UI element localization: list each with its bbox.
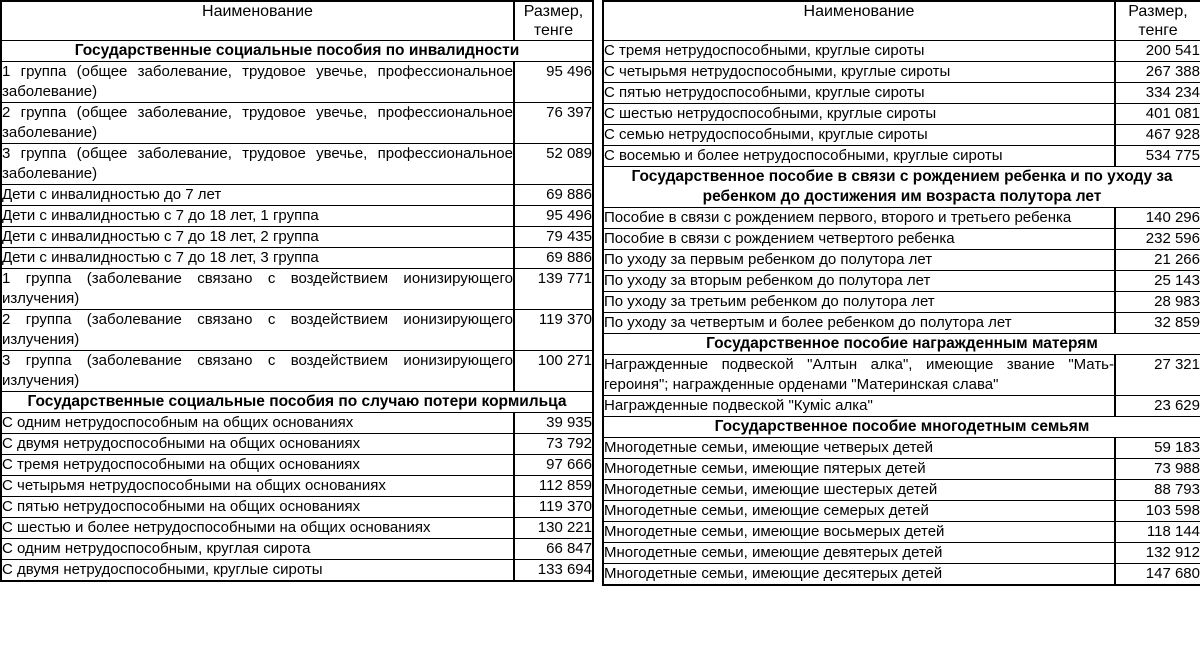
benefit-amount-cell: 119 370	[514, 497, 593, 518]
table-row	[1, 497, 593, 518]
benefit-name-cell: 1 группа (заболевание связано с воздействием ионизирующего излучения)	[1, 269, 514, 310]
benefit-amount-cell: 467 928	[1115, 125, 1200, 146]
table-row	[603, 355, 1200, 396]
benefit-amount-cell: 132 912	[1115, 543, 1200, 564]
benefit-amount-cell: 76 397	[514, 103, 593, 144]
benefit-amount-cell: 130 221	[514, 518, 593, 539]
table-row	[603, 480, 1200, 501]
table-row	[1, 144, 593, 185]
benefit-name-cell: Дети с инвалидностью с 7 до 18 лет, 2 группа	[1, 227, 514, 248]
table-header-row	[603, 1, 1200, 41]
benefit-amount-cell: 97 666	[514, 455, 593, 476]
benefit-name-cell: 2 группа (заболевание связано с воздействием ионизирующего излучения)	[1, 310, 514, 351]
benefit-name-cell: 3 группа (заболевание связано с воздействием ионизирующего излучения)	[1, 351, 514, 392]
left-table-body	[1, 41, 593, 582]
table-row	[1, 227, 593, 248]
benefit-amount-cell: 28 983	[1115, 292, 1200, 313]
table-row	[1, 455, 593, 476]
table-row	[603, 83, 1200, 104]
table-row	[603, 522, 1200, 543]
left-table-head	[1, 1, 593, 41]
table-row	[603, 501, 1200, 522]
table-row	[603, 396, 1200, 417]
table-row	[603, 438, 1200, 459]
section-header-label: Государственные социальные пособия по случаю потери кормильца	[1, 392, 593, 413]
column-header-size-line1: Размер,	[1128, 3, 1188, 20]
column-header-size-line1: Размер,	[523, 3, 584, 20]
column-header-name: Наименование	[603, 1, 1115, 41]
table-row	[1, 351, 593, 392]
benefit-amount-cell: 200 541	[1115, 41, 1200, 62]
table-row	[1, 248, 593, 269]
benefit-name-cell: Пособие в связи с рождением четвертого ребенка	[603, 229, 1115, 250]
section-header-label: Государственные социальные пособия по инвалидности	[1, 41, 593, 62]
benefit-name-cell: С четырьмя нетрудоспособными на общих основаниях	[1, 476, 514, 497]
benefit-amount-cell: 112 859	[514, 476, 593, 497]
benefit-name-cell: С семью нетрудоспособными, круглые сироты	[603, 125, 1115, 146]
table-row	[603, 146, 1200, 167]
benefit-name-cell: С пятью нетрудоспособными, круглые сироты	[603, 83, 1115, 104]
table-row	[603, 62, 1200, 83]
right-table-head	[603, 1, 1200, 41]
column-header-name: Наименование	[1, 1, 514, 41]
column-header-size	[514, 1, 593, 41]
section-header-row	[1, 41, 593, 62]
table-row	[1, 560, 593, 582]
section-header-row	[1, 392, 593, 413]
benefit-amount-cell: 334 234	[1115, 83, 1200, 104]
benefit-name-cell: Многодетные семьи, имеющие шестерых детей	[603, 480, 1115, 501]
table-row	[1, 434, 593, 455]
benefit-name-cell: С восемью и более нетрудоспособными, круглые сироты	[603, 146, 1115, 167]
benefit-amount-cell: 140 296	[1115, 208, 1200, 229]
benefit-name-cell: По уходу за первым ребенком до полутора лет	[603, 250, 1115, 271]
benefit-name-cell: Многодетные семьи, имеющие десятерых детей	[603, 564, 1115, 586]
benefit-amount-cell: 73 988	[1115, 459, 1200, 480]
table-row	[1, 185, 593, 206]
table-row	[603, 104, 1200, 125]
section-header-label: Государственное пособие награжденным матерям	[603, 334, 1200, 355]
benefit-amount-cell: 267 388	[1115, 62, 1200, 83]
benefit-name-cell: С одним нетрудоспособным, круглая сирота	[1, 539, 514, 560]
table-row	[603, 250, 1200, 271]
benefit-name-cell: С четырьмя нетрудоспособными, круглые сироты	[603, 62, 1115, 83]
column-header-size-line2: тенге	[533, 22, 574, 39]
benefit-amount-cell: 27 321	[1115, 355, 1200, 396]
table-row	[603, 125, 1200, 146]
benefit-name-cell: По уходу за третьим ребенком до полутора лет	[603, 292, 1115, 313]
benefit-name-cell: Дети с инвалидностью с 7 до 18 лет, 3 группа	[1, 248, 514, 269]
right-table-body	[603, 41, 1200, 586]
benefit-amount-cell: 69 886	[514, 248, 593, 269]
benefit-amount-cell: 39 935	[514, 413, 593, 434]
table-row	[1, 413, 593, 434]
benefit-amount-cell: 95 496	[514, 62, 593, 103]
benefit-name-cell: С тремя нетрудоспособными на общих основаниях	[1, 455, 514, 476]
table-row	[1, 539, 593, 560]
benefit-amount-cell: 52 089	[514, 144, 593, 185]
table-row	[1, 103, 593, 144]
benefit-name-cell: С шестью и более нетрудоспособными на общих основаниях	[1, 518, 514, 539]
benefit-name-cell: Многодетные семьи, имеющие четверых детей	[603, 438, 1115, 459]
benefit-name-cell: Дети с инвалидностью с 7 до 18 лет, 1 группа	[1, 206, 514, 227]
table-row	[1, 476, 593, 497]
benefit-amount-cell: 401 081	[1115, 104, 1200, 125]
benefit-name-cell: С одним нетрудоспособным на общих основаниях	[1, 413, 514, 434]
table-row	[1, 310, 593, 351]
benefit-amount-cell: 73 792	[514, 434, 593, 455]
benefit-name-cell: Многодетные семьи, имеющие восьмерых детей	[603, 522, 1115, 543]
table-row	[1, 518, 593, 539]
benefit-name-cell: Награжденные подвеской "Алтын алка", имеющие звание "Мать-героиня"; награжденные орденами "Материнская слава"	[603, 355, 1115, 396]
benefit-name-cell: С двумя нетрудоспособными, круглые сироты	[1, 560, 514, 582]
benefit-amount-cell: 59 183	[1115, 438, 1200, 459]
benefit-name-cell: С двумя нетрудоспособными на общих основаниях	[1, 434, 514, 455]
benefit-name-cell: Многодетные семьи, имеющие семерых детей	[603, 501, 1115, 522]
benefit-name-cell: По уходу за четвертым и более ребенком до полутора лет	[603, 313, 1115, 334]
benefit-amount-cell: 25 143	[1115, 271, 1200, 292]
table-row	[1, 269, 593, 310]
benefit-amount-cell: 88 793	[1115, 480, 1200, 501]
benefit-amount-cell: 118 144	[1115, 522, 1200, 543]
table-row	[603, 41, 1200, 62]
table-row	[603, 292, 1200, 313]
table-header-row	[1, 1, 593, 41]
benefit-name-cell: Пособие в связи с рождением первого, второго и третьего ребенка	[603, 208, 1115, 229]
table-row	[603, 313, 1200, 334]
section-header-label: Государственное пособие многодетным семьям	[603, 417, 1200, 438]
benefit-name-cell: С тремя нетрудоспособными, круглые сироты	[603, 41, 1115, 62]
benefit-amount-cell: 119 370	[514, 310, 593, 351]
table-row	[603, 271, 1200, 292]
benefit-name-cell: Многодетные семьи, имеющие пятерых детей	[603, 459, 1115, 480]
benefit-amount-cell: 21 266	[1115, 250, 1200, 271]
table-row	[603, 459, 1200, 480]
table-row	[603, 208, 1200, 229]
benefit-amount-cell: 95 496	[514, 206, 593, 227]
benefit-name-cell: По уходу за вторым ребенком до полутора лет	[603, 271, 1115, 292]
column-header-size	[1115, 1, 1200, 41]
benefits-table-right	[602, 0, 1200, 586]
benefit-amount-cell: 139 771	[514, 269, 593, 310]
benefit-name-cell: 1 группа (общее заболевание, трудовое увечье, профессиональное заболевание)	[1, 62, 514, 103]
benefit-name-cell: С шестью нетрудоспособными, круглые сироты	[603, 104, 1115, 125]
benefit-name-cell: Награжденные подвеской "Кумic алка"	[603, 396, 1115, 417]
benefit-amount-cell: 32 859	[1115, 313, 1200, 334]
table-row	[603, 229, 1200, 250]
section-header-row	[603, 167, 1200, 208]
benefit-amount-cell: 232 596	[1115, 229, 1200, 250]
benefit-amount-cell: 79 435	[514, 227, 593, 248]
benefit-name-cell: 3 группа (общее заболевание, трудовое увечье, профессиональное заболевание)	[1, 144, 514, 185]
benefits-table-left	[0, 0, 594, 582]
benefit-amount-cell: 69 886	[514, 185, 593, 206]
column-header-size-line2: тенге	[1138, 22, 1178, 39]
benefit-name-cell: Дети с инвалидностью до 7 лет	[1, 185, 514, 206]
benefit-amount-cell: 100 271	[514, 351, 593, 392]
table-row	[1, 62, 593, 103]
benefit-name-cell: С пятью нетрудоспособными на общих основаниях	[1, 497, 514, 518]
table-row	[603, 564, 1200, 586]
section-header-label: Государственное пособие в связи с рождением ребенка и по уходу за ребенком до достижения им возраста полутора лет	[603, 167, 1200, 208]
table-row	[1, 206, 593, 227]
section-header-row	[603, 334, 1200, 355]
benefit-amount-cell: 103 598	[1115, 501, 1200, 522]
section-header-row	[603, 417, 1200, 438]
left-table-column	[0, 0, 592, 582]
benefit-amount-cell: 147 680	[1115, 564, 1200, 586]
benefit-amount-cell: 534 775	[1115, 146, 1200, 167]
right-table-column	[602, 0, 1200, 586]
benefit-amount-cell: 133 694	[514, 560, 593, 582]
table-row	[603, 543, 1200, 564]
benefit-name-cell: Многодетные семьи, имеющие девятерых детей	[603, 543, 1115, 564]
benefit-amount-cell: 23 629	[1115, 396, 1200, 417]
benefit-amount-cell: 66 847	[514, 539, 593, 560]
benefit-name-cell: 2 группа (общее заболевание, трудовое увечье, профессиональное заболевание)	[1, 103, 514, 144]
